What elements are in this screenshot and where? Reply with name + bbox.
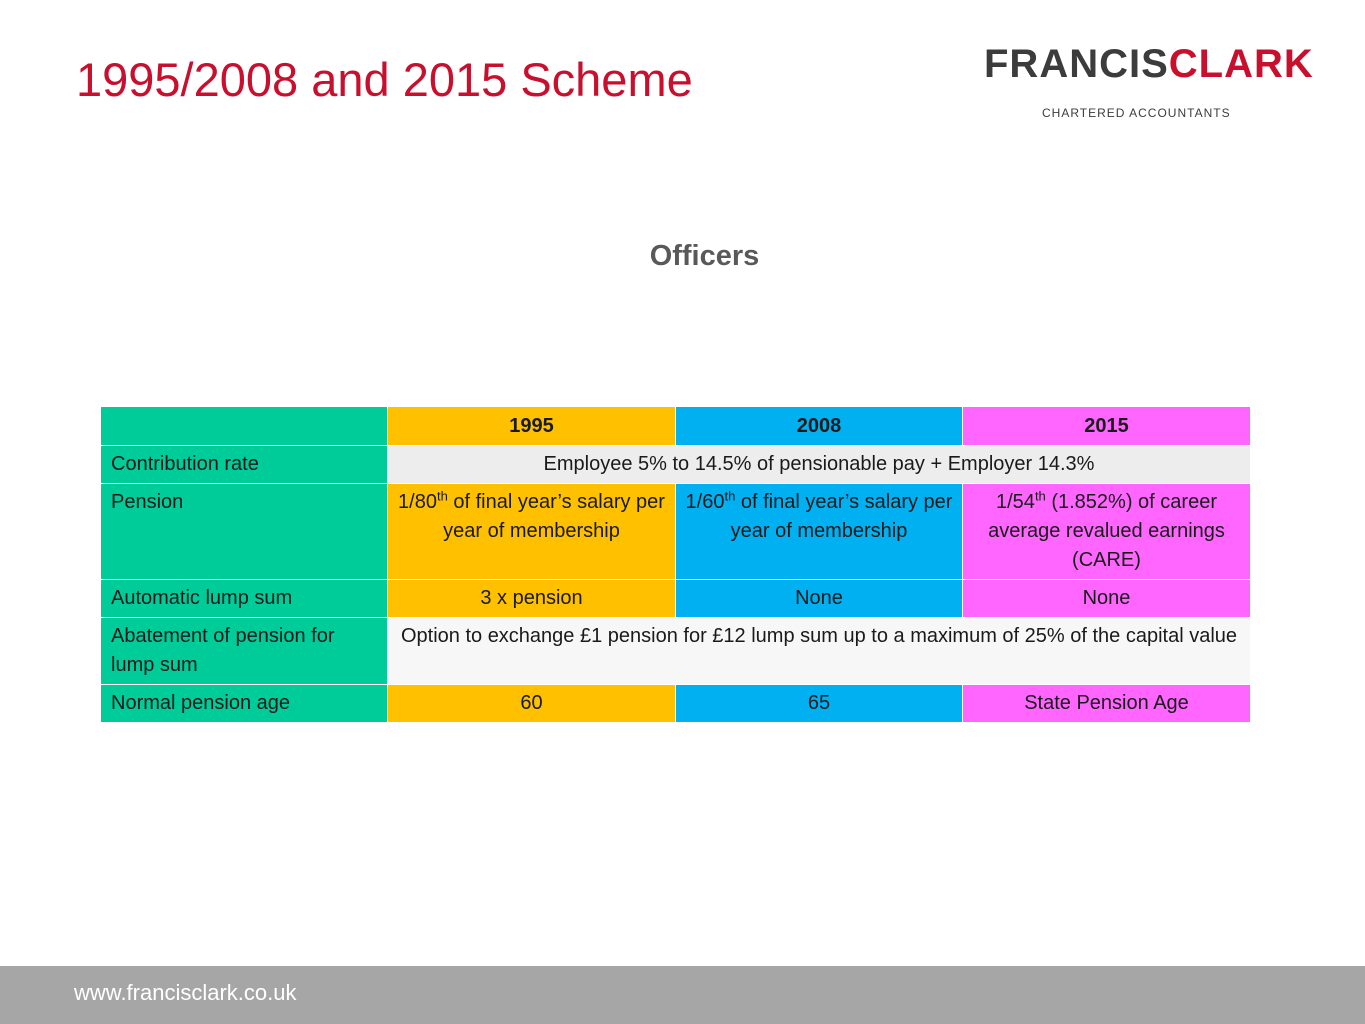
lump-sum-2015: None xyxy=(963,580,1251,618)
table-row-abatement xyxy=(101,618,1251,685)
section-heading: Officers xyxy=(649,240,760,272)
pension-1995-fraction: 1/80 xyxy=(398,491,437,513)
row-label-lump-sum: Automatic lump sum xyxy=(101,580,388,618)
lump-sum-2008: None xyxy=(676,580,963,618)
pension-2015 xyxy=(963,484,1251,580)
pension-1995-sup: th xyxy=(436,488,448,504)
pension-2015-text: (1.852%) of career average revalued earnings (CARE) xyxy=(988,491,1225,571)
pension-2015-fraction: 1/54 xyxy=(996,491,1035,513)
pension-2015-sup: th xyxy=(1034,488,1046,504)
table-row-normal-age xyxy=(101,685,1251,723)
normal-age-1995: 60 xyxy=(388,685,676,723)
normal-age-2008: 65 xyxy=(676,685,963,723)
pension-2008 xyxy=(676,484,963,580)
header-2015: 2015 xyxy=(963,407,1251,446)
logo-subtitle: CHARTERED ACCOUNTANTS xyxy=(1042,106,1231,120)
pension-2008-fraction: 1/60 xyxy=(685,491,725,513)
table-row-lump-sum xyxy=(101,580,1251,618)
logo-word-part2: CLARK xyxy=(1168,42,1314,86)
pension-2008-sup: th xyxy=(724,488,736,504)
row-label-contribution: Contribution rate xyxy=(101,446,388,484)
header-2008: 2008 xyxy=(676,407,963,446)
company-logo xyxy=(984,44,1318,124)
slide-title: 1995/2008 and 2015 Scheme xyxy=(76,53,693,106)
pension-1995-text: of final year’s salary per year of membership xyxy=(443,491,665,542)
footer-bar xyxy=(0,966,1365,1024)
pension-scheme-table xyxy=(100,406,1251,723)
header-empty-cell xyxy=(101,407,388,446)
row-label-abatement: Abatement of pension for lump sum xyxy=(101,618,388,685)
footer-url-link[interactable]: www.francisclark.co.uk xyxy=(74,980,297,1005)
logo-wordmark xyxy=(984,44,1314,84)
header-1995: 1995 xyxy=(388,407,676,446)
abatement-value: Option to exchange £1 pension for £12 lump sum up to a maximum of 25% of the capital value xyxy=(388,618,1251,685)
table-row-pension xyxy=(101,484,1251,580)
pension-1995 xyxy=(388,484,676,580)
table-header-row xyxy=(101,407,1251,446)
lump-sum-1995: 3 x pension xyxy=(388,580,676,618)
logo-word-part1: FRANCIS xyxy=(984,42,1169,86)
contribution-value: Employee 5% to 14.5% of pensionable pay + Employer 14.3% xyxy=(388,446,1251,484)
row-label-normal-age: Normal pension age xyxy=(101,685,388,723)
table-row-contribution xyxy=(101,446,1251,484)
normal-age-2015: State Pension Age xyxy=(963,685,1251,723)
row-label-pension: Pension xyxy=(101,484,388,580)
pension-2008-text: of final year’s salary per year of membership xyxy=(730,491,953,542)
